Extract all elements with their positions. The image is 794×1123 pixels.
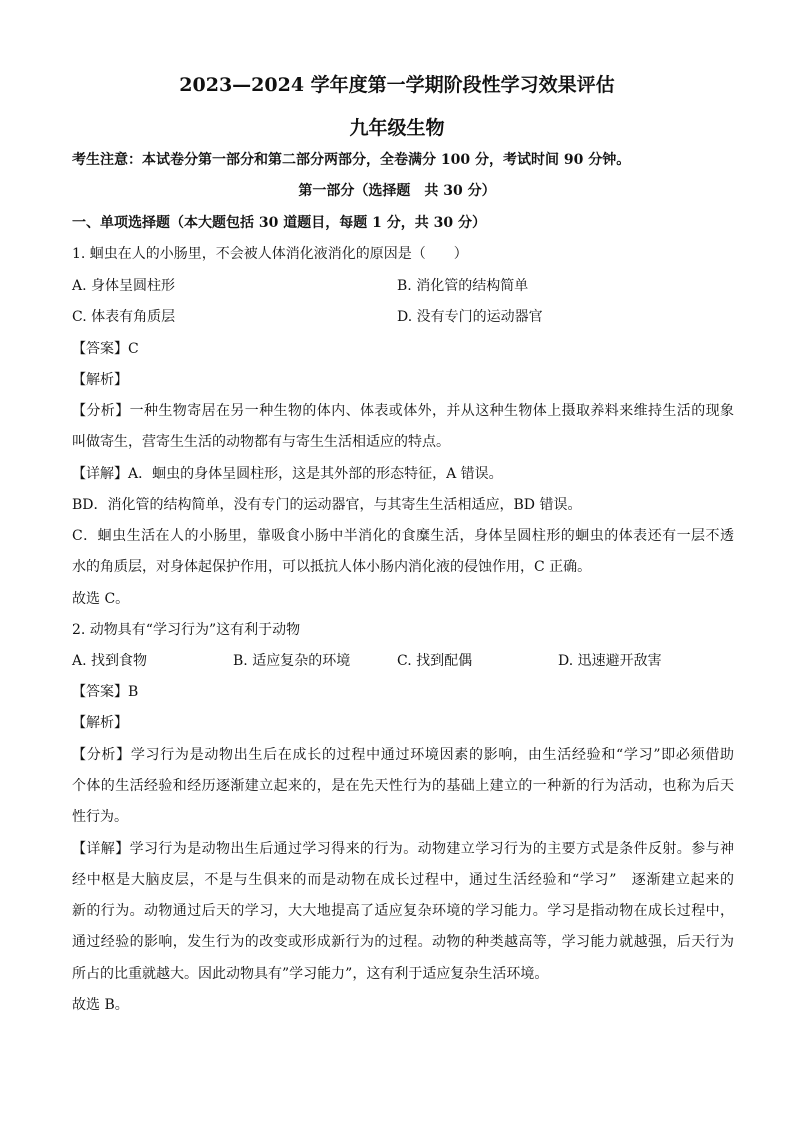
section-title: 一、单项选择题（本大题包括 30 道题目，每题 1 分，共 30 分）	[72, 215, 486, 231]
question-2-analysis: 个体的生活经验和经历逐渐建立起来的，是在先天性行为的基础上建立的一种新的行为活动，也称为后天	[72, 778, 734, 794]
question-2-option-a: A. 找到食物	[72, 653, 148, 669]
question-1-analysis-label: 【解析】	[72, 372, 128, 388]
exam-title: 2023—2024 学年度第一学期阶段性学习效果评估	[179, 74, 615, 96]
question-1-detail: 水的角质层，对身体起保护作用，可以抵抗人体小肠内消化液的侵蚀作用，C 正确。	[72, 559, 592, 575]
exam-subtitle: 九年级生物	[349, 117, 445, 139]
question-2-option-c: C. 找到配偶	[397, 653, 473, 669]
question-1-option-d: D. 没有专门的运动器官	[397, 309, 543, 325]
question-2-detail: 经中枢是大脑皮层，不是与生俱来的而是动物在成长过程中，通过生活经验和“学习” 逐渐建立起来的	[72, 872, 734, 888]
question-1-option-a: A. 身体呈圆柱形	[72, 278, 176, 294]
question-2-analysis: 性行为。	[72, 809, 128, 825]
question-1-detail: C．蛔虫生活在人的小肠里，靠吸食小肠中半消化的食糜生活，身体呈圆柱形的蛔虫的体表还有一层不透	[72, 528, 734, 544]
question-2-detail: 通过经验的影响，发生行为的改变或形成新行为的过程。动物的种类越高等，学习能力就越强，后天行为	[72, 934, 734, 950]
part-title: 第一部分（选择题 共 30 分）	[298, 183, 496, 199]
question-1-analysis: 叫做寄生，营寄生生活的动物都有与寄生生活相适应的特点。	[72, 434, 450, 450]
question-2-analysis: 【分析】学习行为是动物出生后在成长的过程中通过环境因素的影响，由生活经验和“学习”即必须借助	[72, 747, 734, 763]
question-2-option-b: B. 适应复杂的环境	[233, 653, 351, 669]
question-1-detail: 【详解】A．蛔虫的身体呈圆柱形，这是其外部的形态特征，A 错误。	[72, 466, 503, 482]
question-1-analysis: 【分析】一种生物寄居在另一种生物的体内、体表或体外，并从这种生物体上摄取养料来维持生活的现象	[72, 403, 734, 419]
question-1-option-b: B. 消化管的结构简单	[397, 278, 529, 294]
question-2-option-d: D. 迅速避开敌害	[558, 653, 662, 669]
question-2-detail: 所占的比重就越大。因此动物具有”学习能力”，这有利于适应复杂生活环境。	[72, 966, 549, 982]
question-1-answer: 【答案】C	[72, 341, 139, 357]
question-2-analysis-label: 【解析】	[72, 715, 128, 731]
question-1-stem: 1. 蛔虫在人的小肠里，不会被人体消化液消化的原因是（ ）	[72, 246, 468, 262]
question-1-conclusion: 故选 C。	[72, 591, 130, 607]
question-1-option-c: C. 体表有角质层	[72, 309, 176, 325]
question-2-conclusion: 故选 B。	[72, 997, 129, 1013]
exam-notice: 考生注意：本试卷分第一部分和第二部分两部分，全卷满分 100 分，考试时间 90 分钟。	[72, 152, 631, 168]
question-2-answer: 【答案】B	[72, 684, 139, 700]
question-2-stem: 2. 动物具有“学习行为”这有利于动物	[72, 622, 301, 638]
question-1-detail: BD．消化管的结构简单，没有专门的运动器官，与其寄生生活相适应，BD 错误。	[72, 497, 582, 513]
question-2-detail: 新的行为。动物通过后天的学习，大大地提高了适应复杂环境的学习能力。学习是指动物在成长过程中，	[72, 903, 734, 919]
question-2-detail: 【详解】学习行为是动物出生后通过学习得来的行为。动物建立学习行为的主要方式是条件反射。参与神	[72, 841, 734, 857]
